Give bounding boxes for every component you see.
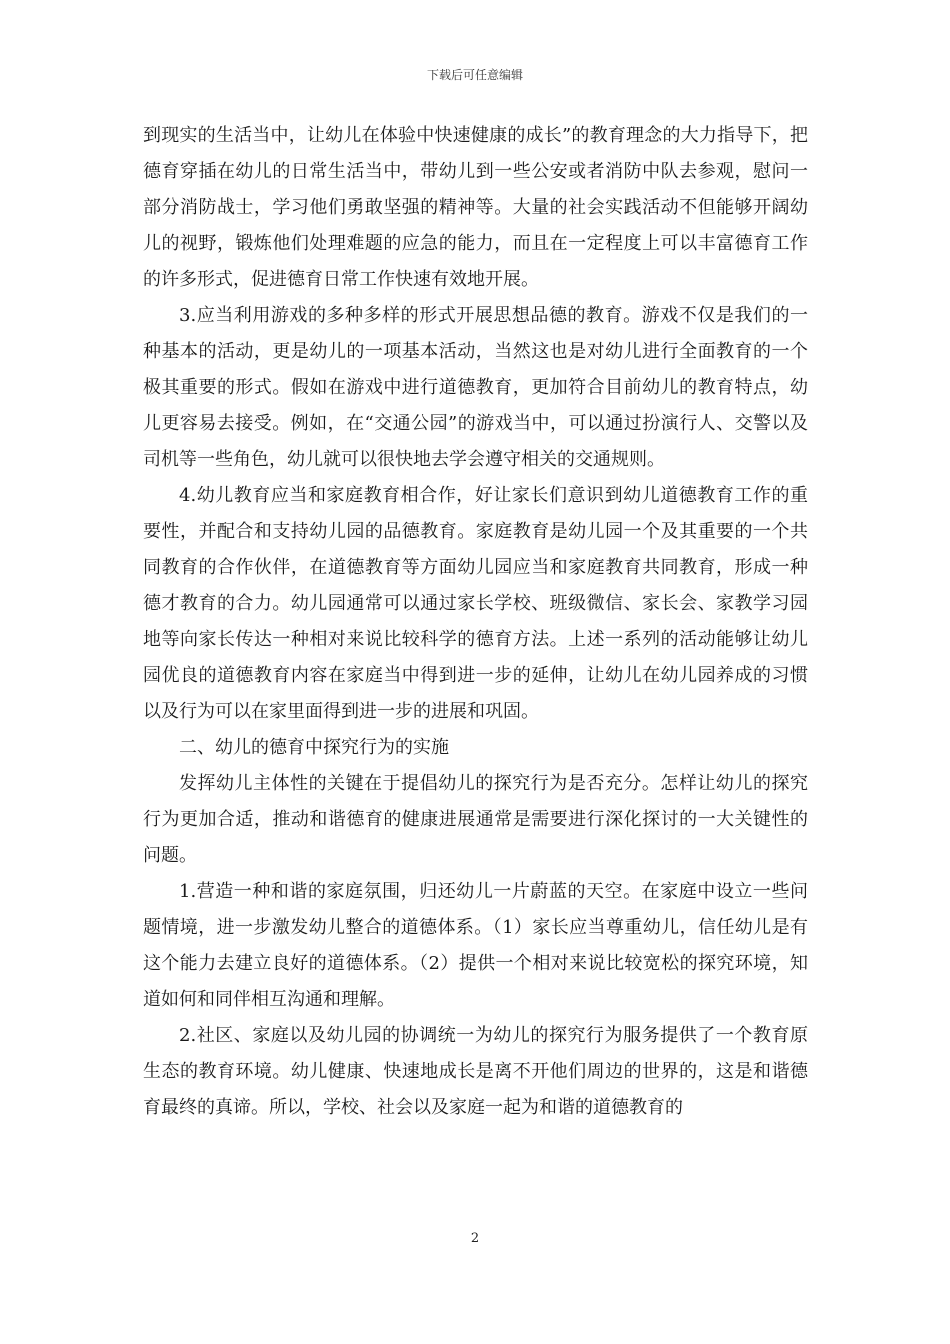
section-heading: 二、幼儿的德育中探究行为的实施 — [179, 737, 449, 758]
paragraph-intro: 发挥幼儿主体性的关键在于提倡幼儿的探究行为是否充分。怎样让幼儿的探究行为更加合适，推动和谐德育的健康进展通常是需要进行深化探讨的一大关键性的问题。 — [143, 773, 808, 866]
page-number: 2 — [470, 1231, 480, 1246]
paragraph-item-4: 4.幼儿教育应当和家庭教育相合作，好让家长们意识到幼儿道德教育工作的重要性，并配合和支持幼儿园的品德教育。家庭教育是幼儿园一个及其重要的一个共同教育的合作伙伴，在道德教育等方面幼儿园应当和家庭教育共同教育，形成一种德才教育的合力。幼儿园通常可以通过家长学校、班级微信、家长会、家教学习园地等向家长传达一种相对来说比较科学的德育方法。上述一系列的活动能够让幼儿园优良的道德教育内容在家庭当中得到进一步的延伸，让幼儿在幼儿园养成的习惯以及行为可以在家里面得到进一步的进展和巩固。 — [143, 485, 808, 722]
paragraph-item-3: 3.应当利用游戏的多种多样的形式开展思想品德的教育。游戏不仅是我们的一种基本的活动，更是幼儿的一项基本活动，当然这也是对幼儿进行全面教育的一个极其重要的形式。假如在游戏中进行道德教育，更加符合目前幼儿的教育特点，幼儿更容易去接受。例如，在“交通公园”的游戏当中，可以通过扮演行人、交警以及司机等一些角色，幼儿就可以很快地去学会遵守相关的交通规则。 — [143, 305, 808, 470]
page-header: 下载后可任意编辑 — [426, 68, 523, 82]
paragraph-item-2: 2.社区、家庭以及幼儿园的协调统一为幼儿的探究行为服务提供了一个教育原生态的教育环境。幼儿健康、快速地成长是离不开他们周边的世界的，这是和谐德育最终的真谛。所以，学校、社会以及家庭一起为和谐的道德教育的 — [143, 1025, 808, 1118]
body-text — [143, 118, 808, 1126]
paragraph-continuation: 到现实的生活当中，让幼儿在体验中快速健康的成长”的教育理念的大力指导下，把德育穿插在幼儿的日常生活当中，带幼儿到一些公安或者消防中队去参观，慰问一部分消防战士，学习他们勇敢坚强的精神等。大量的社会实践活动不但能够开阔幼儿的视野，锻炼他们处理难题的应急的能力，而且在一定程度上可以丰富德育工作的许多形式，促进德育日常工作快速有效地开展。 — [143, 125, 808, 290]
paragraph-item-1: 1.营造一种和谐的家庭氛围，归还幼儿一片蔚蓝的天空。在家庭中设立一些问题情境，进一步激发幼儿整合的道德体系。（1）家长应当尊重幼儿，信任幼儿是有这个能力去建立良好的道德体系。（2）提供一个相对来说比较宽松的探究环境，知道如何和同伴相互沟通和理解。 — [143, 881, 808, 1010]
